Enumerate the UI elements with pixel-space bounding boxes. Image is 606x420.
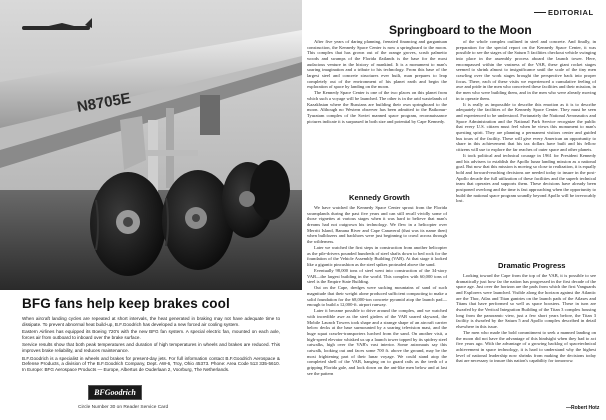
ad-body-text: [22, 316, 280, 375]
logo-text: BFGoodrich: [94, 388, 136, 397]
ad-paragraph: Service results show that both peak temperatures and duration of high temperatures in wheels and brakes are reduced. This improves brake reliability, and reduces maintenance.: [22, 342, 280, 354]
editorial-paragraph: After five years of daring planning, frenzied financing and gargantuan construction, the Kennedy Space Center is now a springboard to the moon. This complex that has grown out of the orange groves, scrub palmetto woods and swamps of the Florida flatlands is the base for the most audacious venture in the history of mankind. It is a monument to man's soaring imagination and a tribute to his technology. From this base of the largest steel and concrete structures ever built, man prepares to leap completely out of the environment of his planet earth and begin the exploration of space by landing on the moon.: [307, 39, 447, 90]
editorial-column-2-top: [456, 39, 596, 204]
editorial-paragraph: Later we watched the first steps in construction from another helicopter as the pile-drivers pounded hundreds of steel shafts down to bed rock for the foundation of the Vehicle Assembly Building (VAB). At that stage it looked like a gigantic pincushion as the steel spikes protruded above the sand.: [307, 244, 447, 267]
airplane-landing-gear-photo: [0, 0, 302, 290]
editorial-column-1-top: [307, 39, 447, 125]
subheading-kennedy-growth: Kennedy Growth: [349, 193, 410, 202]
ad-paragraph: Eastern Airlines has equipped its Boeing 720's with the new BFG fan system. A special electric fan, mounted on each axle, forces air from outboard to inboard over the brake surface.: [22, 329, 280, 340]
bfgoodrich-advertisement: [0, 0, 302, 420]
editorial-paragraph: Later it became possible to drive around the complex, and we watched with incredible awe as the steel girders of the VAB soared skyward, the Mobile Launch Towers took shape and a strange shape of an aircraft carrier below decks at the base surmounted by a soaring television mast, and the huge squat crawler-transporters lurched from the sand. On another visit, a high-speed elevator whisked us up a launch tower topped by its spidery steel catwalks, high over the VAB's vast interior. Some astronauts say this catwalk, looking out and faces some 700 ft. above the ground, may be the most frightening part of their lunar voyage. We could stand atop the completed shell of the VAB, hanging on to guard rails as the teeth of a gripping Florida gale, and look down on the ant-like men below and at last see the pattern: [307, 308, 447, 376]
editorial-paragraph: Eventually 98,000 tons of steel went into construction of the 34-story VAB—the largest building in the world. This complex with 60,000 tons of steel is the Empire State Building.: [307, 268, 447, 285]
editorial-paragraph: Looking toward the Cape from the top of the VAB, it is possible to see dramatically just how far the nation has progressed in the first decade of the space age. Just over the horizon are the pads from which the first Vanguards and Explorers were launched. Visible along the horizon against the Atlantic are the Thor, Atlas and Titan gantries on the launch pads of the Atlases and Titans that have performed so well as space boosters. These in turn are dwarfed by the Vertical Integration Building of the Titan 3 complex housing long from the panoramic view, just a few short years before, the Titan 3 facility is dwarfed by the Saturn 5 and Apollo complex described in detail elsewhere in this issue.: [456, 273, 596, 329]
editorial-paragraph: It took political and technical courage in 1961 for President Kennedy and his advisers to establish the Apollo lunar landing mission as a national goal. But now that this mission is moving so close to realization, it is equally bold and forward-reaching decisions are needed today to insure in the post-Apollo decade the full utilization of these facilities and the superb technical team that operates and supports them. These decisions have already been postponed overlong and the time is fast approaching when the opportunity to build the national space program soundly beyond Apollo will be irrevocably lost.: [456, 152, 596, 204]
subheading-dramatic-progress: Dramatic Progress: [498, 261, 566, 270]
tire-icon: [250, 160, 290, 220]
editorial-paragraph: Out on the Cape, dredges were sucking mountains of sand of such magnitude that their weight alone produced sufficient compacting to make a solid foundation for the 68,000-ton concrete pyramid atop the launch pad—enough to build a 12,000-ft. airport runway.: [307, 285, 447, 308]
reader-service-card-note: Circle Number 30 on Reader Service Card: [78, 405, 169, 410]
ad-paragraph: B.F.Goodrich is a specialist in wheels and brakes for present-day jets. For full information contact B.F.Goodrich Aerospace & Defense Products, a division of The B.F.Goodrich Company, Dept. AW-6, Troy, Ohio 45373. Phone: Area Code 513 335-5610. In Europe: BFG Aerospace Products — Europe, Albertus de Ouderlaan 2, Voorburg, The Netherlands.: [22, 355, 280, 373]
author-byline: —Robert Hotz: [566, 405, 600, 411]
editorial-title: Springboard to the Moon: [389, 23, 532, 37]
editorial-paragraph: of the whole complex outlined in steel and concrete. And finally, in preparation for the special report on the Kennedy Space Center, it was possible to see the stages of the Saturn 5 facilities checkout vehicle swinging into place in the assembly process aboard the launch tower. Here, encompassed within the vastness of the VAB, these giant rocket stages seemed to shrink almost to insignificance until the scale of the tiny men crawling over the work stages brought the perspective back into proper focus. There, each of these visits we experienced a cumulative feeling of awe and pride in the men who conceived these facilities and their mission, in the men who were building them, and in the men who were already moving in to operate them.: [456, 39, 596, 101]
section-label: EDITORIAL: [548, 8, 594, 17]
tail-number: N8705E: [75, 89, 133, 116]
editorial-paragraph: It is really as impossible to describe this emotion as it is to describe adequately the facilities of the Kennedy Space Center. They must be seen and experienced to be understood. Fortunately the National Aeronautics and Space Administration and the National Park Service recognize the public that every U.S. citizen must feel when he views this monument to man's questing spirit. They are planning a permanent visitors center and guided bus tours of the facility. These will give every American an opportunity to share in this achievement that his tax dollars have built and his fellow citizens will use to explore the far reaches of outer space and other planets.: [456, 101, 596, 152]
ad-headline: BFG fans help keep brakes cool: [22, 296, 230, 311]
bfgoodrich-logo: [88, 385, 142, 400]
editorial-column-2-bottom: [456, 273, 596, 364]
editorial-paragraph: The men who made the bold commitment to seek a manned landing on the moon did not have the advantage of this hindsight when they had to act five years ago. With the advantage of a growing backlog of spacetechnical achievement in space technology, it is hard to understand why the highest level of national leadership now shrinks from making the decisions today that are necessary to insure this nation's capability for tomorrow.: [456, 329, 596, 364]
ad-paragraph: When aircraft landing cycles are repeated at short intervals, the heat generated in braking may not have adequate time to dissipate. To prevent abnormal heat build-up, B.F.Goodrich has developed a new forced air cooling system.: [22, 316, 280, 327]
editorial-paragraph: We have watched the Kennedy Space Center sprout from the Florida swamplands during the past five years and can still recall vividly some of those vignettes at various stages when it was hard to believe that man's dreams had not outgrown his technology. We flew in a helicopter over Merritt Island, Banana River and Cape Canaveral (that was its name then) when bulldozers and backhoes were just beginning to crawl across through the wilderness.: [307, 205, 447, 244]
editorial-column-1-bottom: [307, 205, 447, 377]
editorial-paragraph: The Kennedy Space Center is one of the two places on this planet from which such a voyage will be launched. The other is in the arid wastelands of Kazakhstan where the Russians are building their own springboard to the moon. Although no Western observer has been admitted to the Baikonur-Tyuratam complex of the Soviet manned space program, reconnaissance pictures indicate it is surpassed in both size and potential by Cape Kennedy.: [307, 90, 447, 124]
